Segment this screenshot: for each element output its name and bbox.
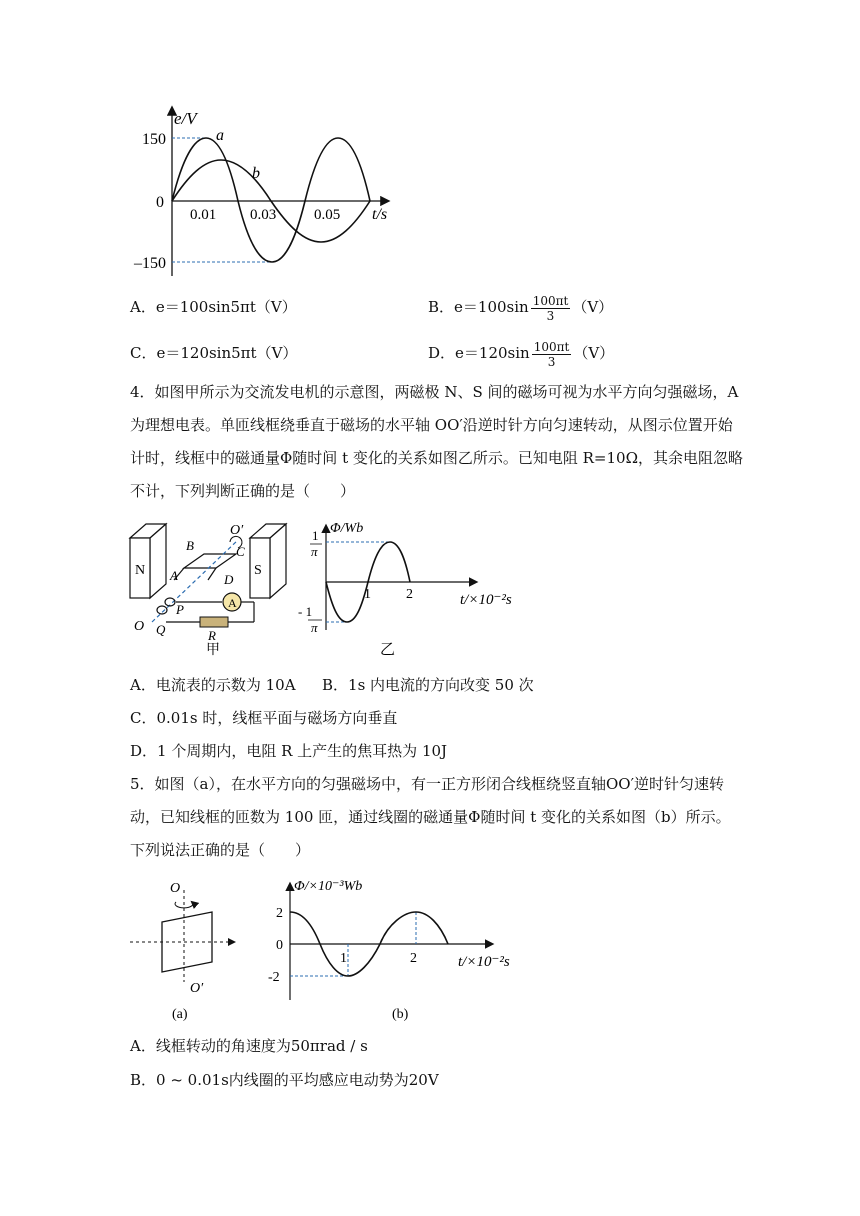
curve-b-label: b	[252, 165, 260, 182]
q3-option-b: B．e＝100sin $\frac{100\pi t}{3}$ （V）	[428, 293, 614, 323]
svg-text:π: π	[311, 620, 318, 635]
q5-option-a: A．线框转动的角速度为50πrad / s	[130, 1037, 368, 1055]
q4-option-b: B．1s 内电流的方向改变 50 次	[322, 676, 534, 694]
svg-text:(b): (b)	[392, 1007, 409, 1022]
svg-text:(a): (a)	[172, 1007, 188, 1022]
q4-line-2: 为理想电表。单匝线框绕垂直于磁场的水平轴 OO′沿逆时针方向匀速转动，从图示位置开始	[130, 416, 733, 434]
svg-text:π: π	[311, 544, 318, 559]
svg-text:C: C	[236, 544, 245, 559]
svg-text:Φ/Wb: Φ/Wb	[330, 521, 364, 536]
q5-line-1: 5．如图（a），在水平方向的匀强磁场中，有一正方形闭合线框绕竖直轴OO′逆时针匀速转	[130, 775, 724, 793]
y-axis-label: e/V	[174, 109, 197, 128]
q5-figure-a	[126, 876, 246, 1026]
curve-a-label: a	[216, 127, 224, 144]
svg-text:t/×10⁻²s: t/×10⁻²s	[458, 954, 510, 970]
svg-text:2: 2	[410, 951, 417, 966]
q4-option-c: C．0.01s 时，线框平面与磁场方向垂直	[130, 709, 398, 727]
svg-text:O′: O′	[190, 981, 204, 996]
svg-text:N: N	[135, 563, 146, 578]
q4-line-3: 计时，线框中的磁通量Φ随时间 t 变化的关系如图乙所示。已知电阻 R=10Ω，其余电阻忽略	[130, 449, 744, 467]
svg-text:1: 1	[312, 528, 319, 543]
q4-line-4: 不计，下列判断正确的是（ ）	[130, 482, 356, 500]
q5-figure-b	[266, 876, 526, 1026]
svg-text:乙: 乙	[380, 642, 396, 658]
q5-line-2: 动，已知线框的匝数为 100 匝，通过线圈的磁通量Φ随时间 t 变化的关系如图（b）所示。	[130, 808, 731, 826]
q4-line-1: 4．如图甲所示为交流发电机的示意图，两磁极 N、S 间的磁场可视为水平方向匀强磁场，A	[130, 383, 739, 401]
svg-text:1: 1	[364, 587, 371, 602]
svg-text:t/×10⁻²s: t/×10⁻²s	[460, 592, 512, 608]
q5-line-3: 下列说法正确的是（ ）	[130, 841, 311, 859]
svg-text:O′: O′	[230, 523, 244, 538]
q3-option-c: C．e＝120sin5πt（V）	[130, 344, 298, 362]
x-tick-001: 0.01	[190, 207, 217, 223]
svg-text:S: S	[254, 563, 262, 578]
x-axis-label: t/s	[372, 206, 388, 223]
svg-text:Q: Q	[156, 622, 166, 637]
x-tick-003: 0.03	[250, 207, 277, 223]
q3-et-graph	[120, 96, 420, 286]
svg-text:A: A	[170, 568, 178, 583]
x-tick-005: 0.05	[314, 207, 341, 223]
svg-text:0: 0	[276, 938, 283, 953]
svg-text:P: P	[176, 602, 184, 617]
y-tick-neg150: –150	[134, 255, 166, 272]
svg-text:-2: -2	[268, 970, 280, 985]
svg-text:2: 2	[276, 906, 283, 921]
svg-text:- 1: - 1	[298, 604, 313, 619]
svg-text:2: 2	[406, 587, 413, 602]
svg-text:D: D	[224, 572, 234, 587]
q4-option-d: D．1 个周期内，电阻 R 上产生的焦耳热为 10J	[130, 742, 448, 760]
q4-flux-graph	[296, 518, 536, 658]
q3-option-d: D．e＝120sin $\frac{100\pi t}{3}$ （V）	[428, 339, 615, 369]
q3-option-a: A．e＝100sin5πt（V）	[130, 298, 297, 316]
svg-text:B: B	[186, 538, 194, 553]
svg-text:A: A	[228, 596, 237, 610]
q4-option-a: A．电流表的示数为 10A	[130, 676, 296, 694]
q5-option-b: B．0 ~ 0.01s内线圈的平均感应电动势为20V	[130, 1071, 439, 1089]
q4-generator-figure	[126, 518, 296, 658]
resistor-icon	[200, 617, 228, 627]
svg-text:R: R	[208, 628, 216, 643]
svg-text:O: O	[170, 881, 181, 896]
svg-text:甲: 甲	[206, 643, 220, 658]
svg-text:O: O	[134, 619, 145, 634]
svg-text:1: 1	[340, 951, 347, 966]
y-tick-150: 150	[142, 131, 166, 148]
y-tick-0: 0	[156, 194, 164, 211]
svg-text:Φ/×10⁻³Wb: Φ/×10⁻³Wb	[294, 879, 363, 894]
